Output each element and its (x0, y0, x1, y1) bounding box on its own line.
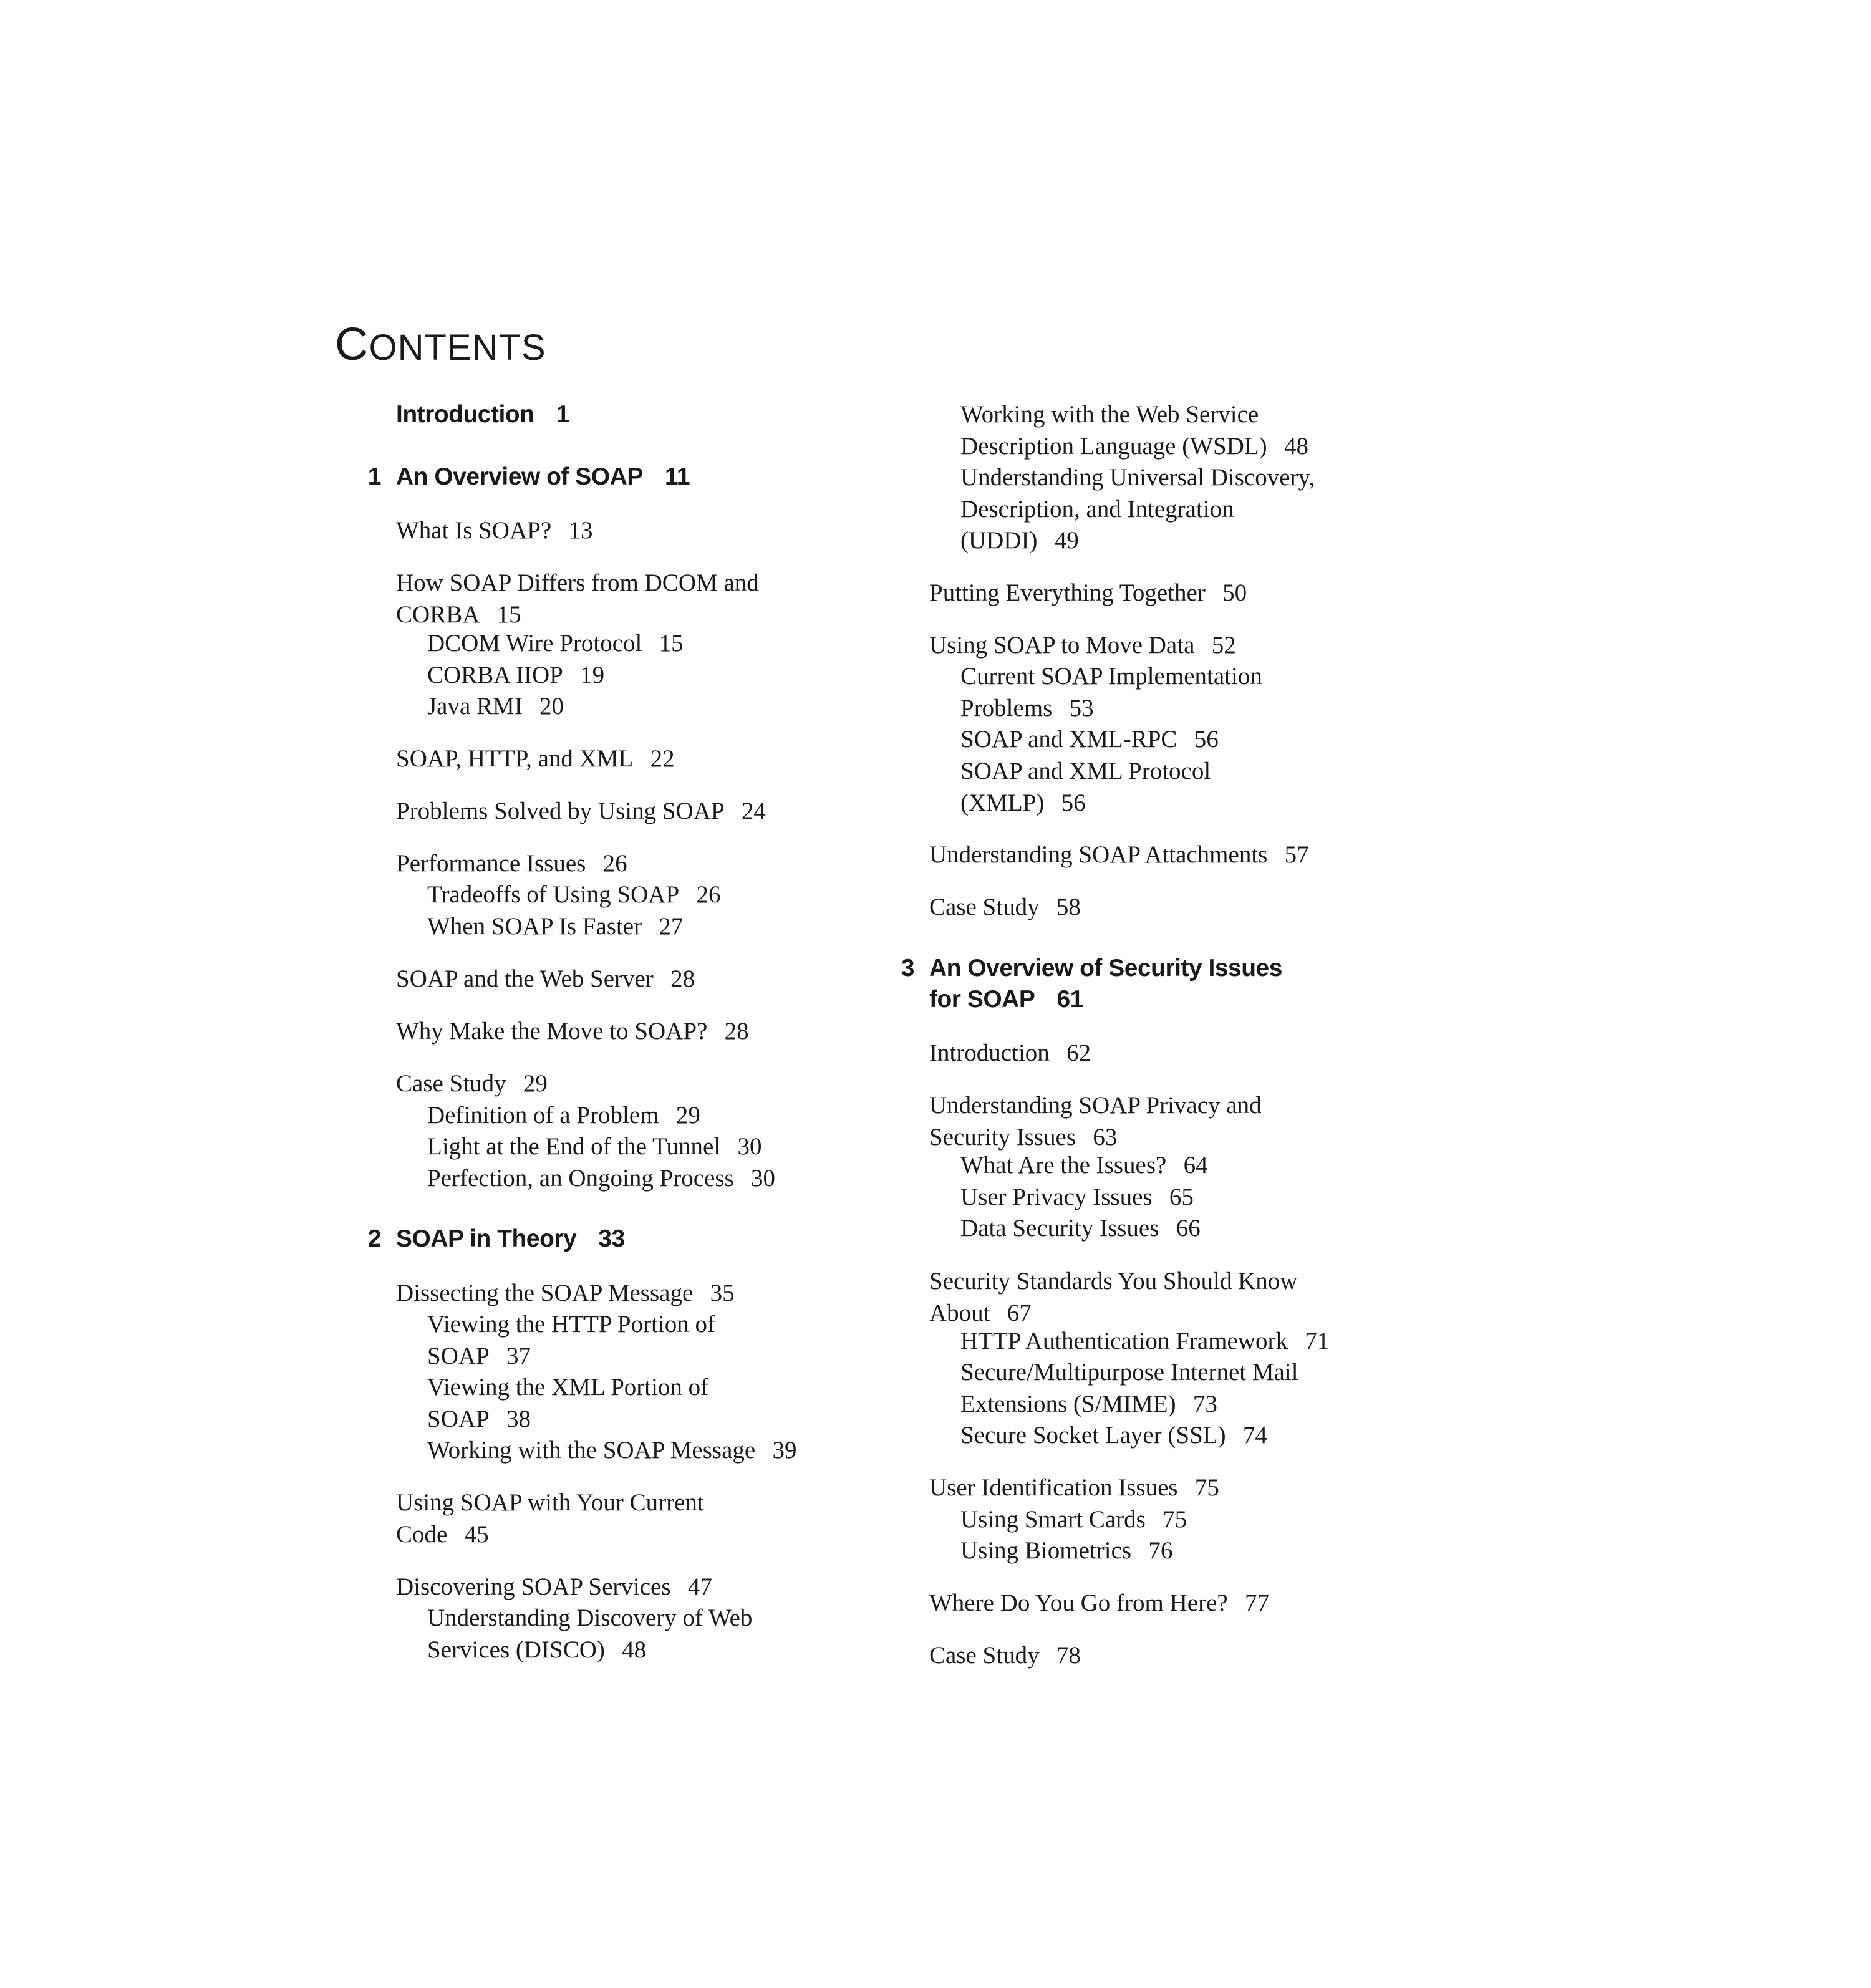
toc-sub-entry (427, 1435, 797, 1467)
entry-title-line: User Privacy Issues (960, 1184, 1153, 1210)
entry-title-line: When SOAP Is Faster (427, 913, 642, 940)
toc-sub-entry (960, 1213, 1201, 1245)
entry-title-line: Description, and Integration (960, 495, 1234, 523)
entry-title-line: Security Standards You Should Know (929, 1268, 1298, 1295)
page-number: 22 (650, 745, 675, 772)
entry-title-line: SOAP and XML-RPC (960, 726, 1177, 753)
page-number: 49 (1054, 527, 1079, 554)
chapter-number: 3 (901, 955, 914, 982)
toc-sub-entry (427, 911, 683, 943)
page-number: 19 (580, 662, 605, 688)
entry-title-line: Understanding Discovery of Web (427, 1604, 753, 1631)
toc-section-entry (929, 1472, 1219, 1504)
page-number: 56 (1194, 726, 1219, 753)
toc-sub-entry (427, 691, 564, 723)
page-number: 71 (1305, 1328, 1330, 1354)
entry-title-line: Working with the Web Service (960, 401, 1259, 428)
page-number: 29 (523, 1070, 548, 1097)
page-number: 75 (1163, 1506, 1187, 1533)
page-number: 35 (710, 1280, 735, 1306)
entry-title-line: Using Biometrics (960, 1537, 1132, 1564)
entry-title-line: Where Do You Go from Here? (929, 1590, 1228, 1616)
page-number: 63 (1093, 1123, 1118, 1151)
entry-title-line: Working with the SOAP Message (427, 1437, 756, 1464)
entry-title-line: What Are the Issues? (960, 1152, 1167, 1179)
page-number: 56 (1061, 789, 1086, 816)
page-number: 76 (1148, 1537, 1173, 1564)
entry-title-line: Description Language (WSDL) (960, 432, 1267, 460)
toc-section-entry (929, 1266, 1297, 1329)
page-number: 48 (1284, 432, 1308, 460)
toc-section-entry (396, 743, 675, 775)
toc-sub-entry (960, 1535, 1172, 1567)
page-number: 24 (741, 798, 766, 824)
entry-title-line: Viewing the XML Portion of (427, 1374, 709, 1401)
entry-title-line: Case Study (929, 894, 1040, 920)
page-number: 45 (464, 1520, 489, 1548)
entry-title-line: How SOAP Differs from DCOM and (396, 569, 759, 596)
toc-sub-entry (960, 1504, 1187, 1536)
page-number: 30 (737, 1133, 762, 1160)
page-number: 11 (664, 463, 690, 490)
page-number: 52 (1211, 632, 1236, 659)
page-number: 26 (696, 881, 721, 908)
toc-sub-entry (960, 1326, 1329, 1358)
entry-title-line: for SOAP (929, 986, 1035, 1013)
entry-title-line: Case Study (396, 1070, 506, 1097)
entry-title-line: Understanding SOAP Attachments (929, 841, 1268, 868)
toc-section-entry (929, 1588, 1269, 1619)
entry-title-line: SOAP, HTTP, and XML (396, 745, 634, 772)
page-number: 48 (622, 1636, 647, 1663)
page-number: 30 (751, 1165, 776, 1192)
page-number: 29 (675, 1102, 700, 1129)
chapter-number: 2 (367, 1225, 381, 1252)
entry-title-line: Why Make the Move to SOAP? (396, 1018, 708, 1045)
page-number: 53 (1069, 694, 1094, 721)
entry-title-line: HTTP Authentication Framework (960, 1328, 1288, 1354)
toc-sub-entry (427, 1100, 700, 1132)
toc-chapter-entry (367, 1223, 625, 1255)
page-number: 47 (687, 1573, 712, 1600)
entry-title-line: Current SOAP Implementation (960, 663, 1262, 690)
page-number: 1 (556, 401, 569, 428)
entry-title-line: Code (396, 1520, 448, 1548)
page-number: 28 (724, 1018, 749, 1045)
entry-title-line: Definition of a Problem (427, 1102, 659, 1129)
toc-chapter-entry (396, 399, 569, 430)
entry-title-line: Performance Issues (396, 850, 586, 877)
toc-sub-entry (427, 1372, 708, 1435)
entry-title-line: Secure/Multipurpose Internet Mail (960, 1359, 1298, 1386)
toc-section-entry (929, 1038, 1091, 1069)
page-number: 39 (772, 1437, 797, 1464)
page-number: 77 (1245, 1590, 1269, 1616)
toc-section-entry (396, 515, 592, 547)
page-number: 26 (602, 850, 627, 877)
page-number: 20 (539, 693, 564, 720)
page-number: 50 (1222, 579, 1247, 606)
page-number: 66 (1176, 1215, 1201, 1242)
entry-title-line: Introduction (396, 401, 534, 428)
toc-section-entry (929, 1640, 1081, 1672)
entry-title-line: Services (DISCO) (427, 1636, 605, 1663)
page-number: 62 (1066, 1040, 1091, 1066)
entry-title-line: Introduction (929, 1040, 1050, 1066)
entry-title-line: Light at the End of the Tunnel (427, 1133, 721, 1160)
entry-title-line: Dissecting the SOAP Message (396, 1280, 694, 1306)
entry-title-line: Problems Solved by Using SOAP (396, 798, 725, 824)
entry-title-line: Extensions (S/MIME) (960, 1390, 1176, 1417)
page-number: 78 (1056, 1642, 1081, 1669)
toc-sub-entry (427, 879, 720, 911)
page-number: 15 (659, 630, 684, 657)
page-number: 15 (496, 601, 521, 628)
entry-title-line: Java RMI (427, 693, 523, 720)
toc-section-entry (396, 848, 627, 880)
toc-sub-entry (960, 724, 1219, 756)
entry-title-line: Data Security Issues (960, 1215, 1159, 1242)
toc-sub-entry (960, 1420, 1267, 1452)
toc-section-entry (396, 1487, 704, 1550)
entry-title-line: Secure Socket Layer (SSL) (960, 1422, 1226, 1449)
entry-title-line: What Is SOAP? (396, 517, 552, 544)
entry-title-line: CORBA IIOP (427, 662, 563, 688)
entry-title-line: Understanding Universal Discovery, (960, 464, 1315, 491)
entry-title-line: Problems (960, 694, 1053, 721)
page-number: 57 (1284, 841, 1309, 868)
page-number: 73 (1192, 1390, 1217, 1417)
entry-title-line: Perfection, an Ongoing Process (427, 1165, 734, 1192)
entry-title-line: CORBA (396, 601, 480, 628)
page-number: 38 (506, 1405, 531, 1432)
page-title (335, 313, 546, 379)
entry-title-line: Case Study (929, 1642, 1040, 1669)
entry-title-line: About (929, 1299, 990, 1326)
page-number: 33 (598, 1225, 625, 1252)
entry-title-line: Understanding SOAP Privacy and (929, 1092, 1262, 1119)
chapter-number: 1 (367, 463, 381, 490)
toc-sub-entry (427, 1603, 752, 1666)
toc-section-entry (396, 1571, 712, 1603)
entry-title-line: SOAP and the Web Server (396, 965, 654, 992)
toc-section-entry (929, 839, 1309, 871)
page-number: 74 (1242, 1422, 1267, 1449)
toc-sub-entry (427, 660, 604, 692)
entry-title-line: SOAP (427, 1342, 490, 1369)
page-number: 27 (659, 913, 684, 940)
toc-sub-entry (427, 1131, 761, 1163)
entry-title-line: Tradeoffs of Using SOAP (427, 881, 680, 908)
entry-title-line: Security Issues (929, 1123, 1076, 1151)
toc-chapter-entry (367, 461, 690, 493)
page-title-initial: C (335, 318, 369, 370)
entry-title-line: Putting Everything Together (929, 579, 1206, 606)
toc-sub-entry (427, 1163, 775, 1195)
entry-title-line: An Overview of Security Issues (929, 955, 1282, 982)
entry-title-line: Discovering SOAP Services (396, 1573, 671, 1600)
toc-sub-entry (427, 1309, 715, 1372)
entry-title-line: (UDDI) (960, 527, 1038, 554)
entry-title-line: SOAP and XML Protocol (960, 758, 1211, 784)
toc-section-entry (396, 1016, 749, 1048)
page-number: 64 (1183, 1152, 1208, 1179)
entry-title-line: User Identification Issues (929, 1474, 1178, 1501)
page-number: 67 (1007, 1299, 1032, 1326)
page-number: 75 (1194, 1474, 1219, 1501)
toc-sub-entry (427, 628, 684, 660)
entry-title-line: Viewing the HTTP Portion of (427, 1311, 716, 1338)
entry-title-line: DCOM Wire Protocol (427, 630, 642, 657)
toc-sub-entry (960, 1150, 1208, 1182)
toc-sub-entry (960, 1182, 1194, 1214)
toc-sub-entry (960, 1357, 1298, 1420)
entry-title-line: SOAP in Theory (396, 1225, 577, 1252)
toc-section-entry (396, 963, 695, 995)
page-number: 37 (506, 1342, 531, 1369)
toc-sub-entry (960, 462, 1315, 557)
page-title-rest: ONTENTS (369, 327, 546, 368)
page-number: 28 (670, 965, 695, 992)
entry-title-line: (XMLP) (960, 789, 1045, 816)
toc-section-entry (929, 1090, 1262, 1153)
entry-title-line: SOAP (427, 1405, 490, 1432)
toc-sub-entry (960, 756, 1211, 819)
entry-title-line: An Overview of SOAP (396, 463, 643, 490)
entry-title-line: Using Smart Cards (960, 1506, 1146, 1533)
toc-section-entry (929, 892, 1081, 924)
toc-section-entry (396, 1068, 548, 1100)
toc-section-entry (396, 567, 759, 630)
page-number: 58 (1056, 894, 1081, 920)
entry-title-line: Using SOAP to Move Data (929, 632, 1195, 659)
toc-sub-entry (960, 399, 1308, 462)
toc-section-entry (396, 1278, 735, 1310)
page-number: 65 (1169, 1184, 1194, 1210)
toc-section-entry (929, 630, 1236, 662)
page-number: 61 (1056, 986, 1083, 1013)
toc-chapter-entry (901, 953, 1282, 1015)
entry-title-line: Using SOAP with Your Current (396, 1489, 704, 1516)
page-number: 13 (568, 517, 593, 544)
toc-section-entry (929, 577, 1247, 609)
toc-section-entry (396, 796, 766, 828)
toc-sub-entry (960, 661, 1262, 724)
